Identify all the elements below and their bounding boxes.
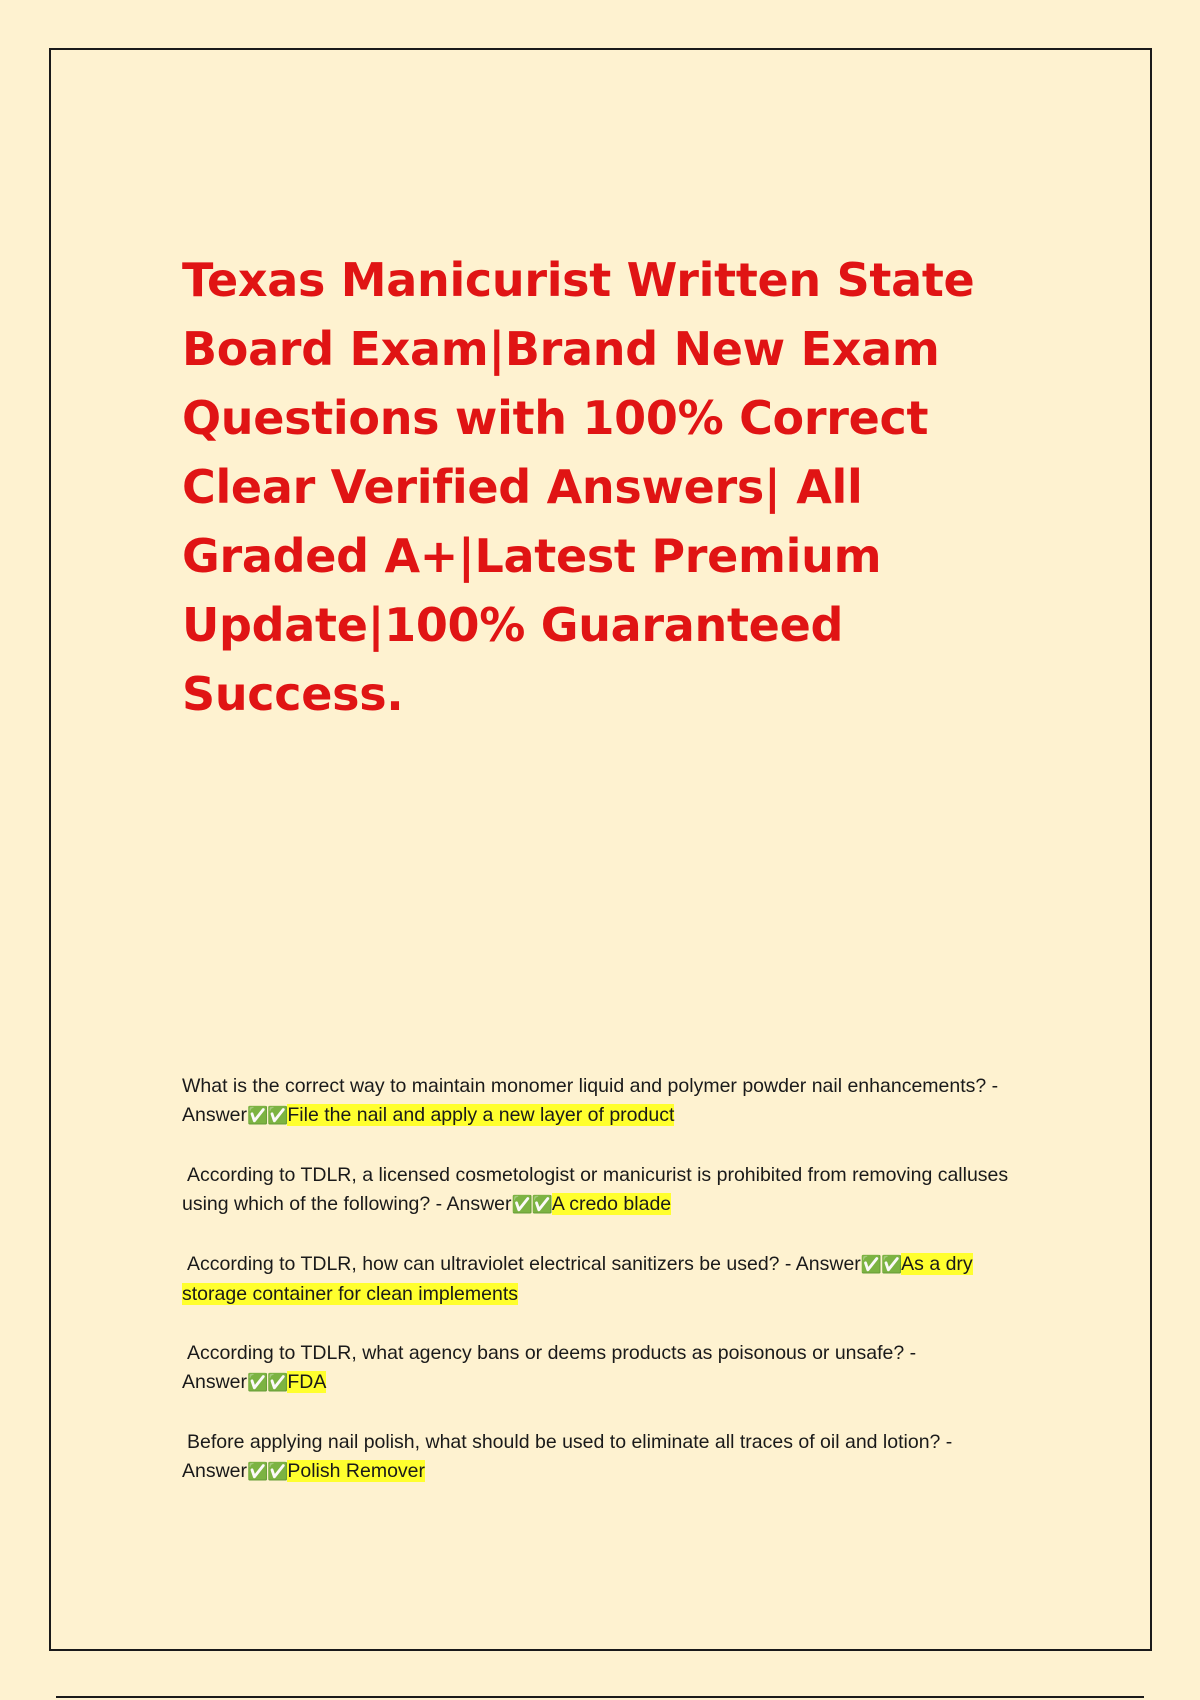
- question-text: According to TDLR, how can ultraviolet electrical sanitizers be used?: [187, 1253, 780, 1275]
- answer-text: File the nail and apply a new layer of product: [287, 1104, 675, 1126]
- qa-item: [182, 1072, 1032, 1131]
- check-icon: ✅✅: [860, 1255, 902, 1275]
- qa-item: [182, 1250, 1032, 1309]
- document-title: Texas Manicurist Written State Board Exam|Brand New Exam Questions with 100% Correct Clear Verified Answers| All Graded A+|Latest Premium Update|100% Guaranteed Success.: [182, 253, 975, 721]
- question-text: Before applying nail polish, what should be used to eliminate all traces of oil and lotion?: [187, 1431, 941, 1453]
- answer-label: - Answer: [779, 1253, 861, 1275]
- answer-text: As a dry storage container for clean implements: [182, 1253, 973, 1305]
- qa-list: [182, 1072, 1032, 1517]
- question-text: According to TDLR, what agency bans or deems products as poisonous or unsafe?: [187, 1342, 905, 1364]
- answer-text: A credo blade: [551, 1193, 672, 1215]
- qa-item: [182, 1161, 1032, 1220]
- check-icon: ✅✅: [247, 1106, 288, 1126]
- answer-label: - Answer: [182, 1342, 917, 1393]
- qa-item: [182, 1428, 1032, 1487]
- page-divider: [56, 1696, 1144, 1698]
- check-icon: ✅✅: [247, 1373, 288, 1393]
- qa-item: [182, 1339, 1032, 1398]
- answer-label: - Answer: [182, 1075, 999, 1126]
- answer-text: FDA: [287, 1371, 327, 1393]
- question-text: What is the correct way to maintain monomer liquid and polymer powder nail enhancements?: [182, 1075, 987, 1097]
- question-text: According to TDLR, a licensed cosmetologist or manicurist is prohibited from removing calluses using which of the following?: [182, 1164, 1009, 1215]
- answer-text: Polish Remover: [287, 1460, 426, 1482]
- check-icon: ✅✅: [511, 1195, 552, 1215]
- answer-label: - Answer: [430, 1193, 512, 1215]
- answer-label: - Answer: [182, 1431, 953, 1482]
- check-icon: ✅✅: [247, 1462, 288, 1482]
